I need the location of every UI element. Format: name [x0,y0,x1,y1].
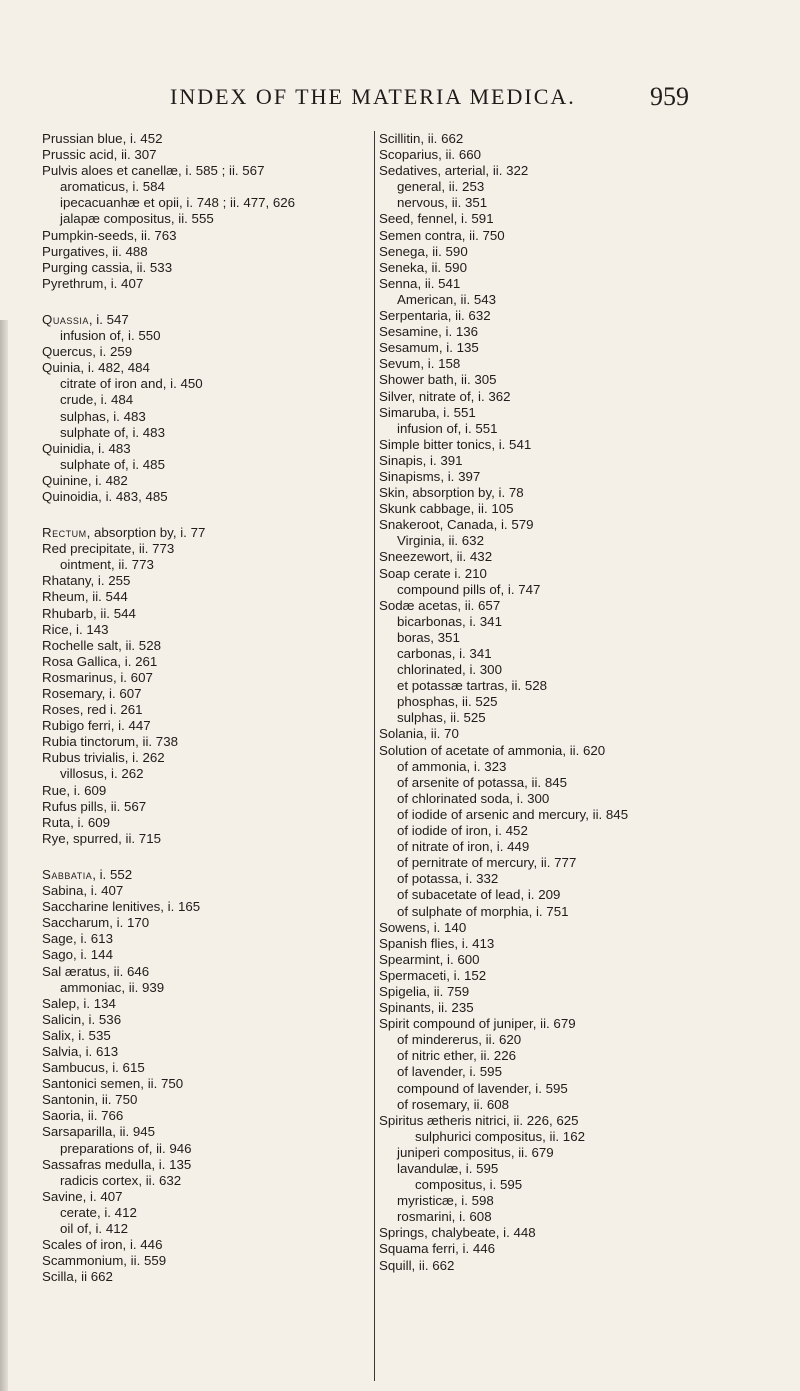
index-entry: Shower bath, ii. 305 [379,372,497,388]
index-entry: Skin, absorption by, i. 78 [379,485,524,501]
index-entry: Sassafras medulla, i. 135 [42,1156,192,1172]
index-entry: Rosemary, i. 607 [42,686,142,701]
section-gap [42,505,372,525]
index-subentry: compositus, i. 595 [415,1177,523,1193]
index-entry: Rubigo ferri, i. 447 [42,718,151,734]
index-subentry: general, ii. 253 [397,179,485,195]
index-entry: Spanish flies, i. 413 [379,935,495,951]
index-entry: Rubia tinctorum, ii. 738 [42,734,178,750]
index-subentry: radicis cortex, ii. 632 [60,1172,182,1188]
index-entry: Pyrethrum, i. 407 [42,275,144,291]
index-entry: Salicin, i. 536 [42,1011,122,1027]
index-subentry: of iodide of iron, i. 452 [397,823,528,839]
index-entry: Squama ferri, i. 446 [379,1241,496,1257]
index-subentry: of lavender, i. 595 [397,1064,502,1080]
index-entry: Santonici semen, ii. 750 [42,1076,184,1092]
index-entry: Silver, nitrate of, i. 362 [379,388,511,404]
index-subentry: of pernitrate of mercury, ii. 777 [397,855,577,871]
index-subentry: Virginia, ii. 632 [397,533,484,549]
index-entry: Spigelia, ii. 759 [379,983,470,999]
index-subentry: rosmarini, i. 608 [397,1209,492,1225]
page-header [0,82,800,114]
index-entry: Rubus trivialis, i. 262 [42,750,165,766]
index-subentry: nervous, ii. 351 [397,195,488,211]
index-entry: Rye, spurred, ii. 715 [42,830,161,846]
index-entry: Pumpkin-seeds, ii. 763 [42,227,177,243]
index-entry: Sambucus, i. 615 [42,1060,145,1076]
index-entry: Rhatany, i. 255 [42,573,131,589]
index-subentry: juniperi compositus, ii. 679 [397,1144,554,1160]
index-subentry: of ammonia, i. 323 [397,758,507,774]
index-subentry: ipecacuanhæ et opii, i. 748 ; ii. 477, 626 [60,195,296,211]
index-entry: Spinants, ii. 235 [379,1000,474,1016]
index-entry: Quercus, i. 259 [42,344,133,360]
index-entry: Prussic acid, ii. 307 [42,147,157,163]
page-number: 959 [650,82,689,111]
index-subentry: lavandulæ, i. 595 [397,1161,499,1176]
index-subentry: of iodide of arsenic and mercury, ii. 845 [397,806,629,822]
index-entry: Sesamum, i. 135 [379,340,479,356]
index-subentry: ointment, ii. 773 [60,557,154,573]
index-entry: Simple bitter tonics, i. 541 [379,436,532,452]
index-subentry: ammoniac, ii. 939 [60,979,165,995]
index-subentry: myristicæ, i. 598 [397,1193,494,1209]
index-subentry: preparations of, ii. 946 [60,1140,192,1156]
index-entry: Sago, i. 144 [42,947,113,963]
index-entry: Sesamine, i. 136 [379,324,479,340]
index-entry: Scillitin, ii. 662 [379,131,464,146]
index-entry: Santonin, ii. 750 [42,1092,138,1108]
index-entry: Seed, fennel, i. 591 [379,211,494,227]
index-column-left [42,131,372,1285]
index-entry: Salep, i. 134 [42,995,116,1011]
index-subentry: jalapæ compositus, ii. 555 [60,211,214,227]
index-entry: Squill, ii. 662 [379,1257,455,1273]
index-subentry: sulphate of, i. 485 [60,456,165,472]
index-entry: Salvia, i. 613 [42,1043,119,1059]
index-subentry: bicarbonas, i. 341 [397,613,502,629]
index-entry: Sinapisms, i. 397 [379,468,481,484]
index-subentry: phosphas, ii. 525 [397,694,498,710]
index-entry: Scammonium, ii. 559 [42,1253,167,1269]
section-gap [42,847,372,867]
index-entry: Soap cerate i. 210 [379,565,487,581]
index-subentry: aromaticus, i. 584 [60,179,165,195]
index-entry: Saccharum, i. 170 [42,915,150,931]
index-entry: Purging cassia, ii. 533 [42,259,173,275]
index-entry: Quinoidia, i. 483, 485 [42,488,168,504]
page-binding-edge [0,320,8,1391]
index-entry: Savine, i. 407 [42,1188,123,1204]
index-subentry: crude, i. 484 [60,392,134,408]
index-entry: Quinia, i. 482, 484 [42,360,150,376]
index-subentry: sulphate of, i. 483 [60,424,165,440]
index-entry: Sevum, i. 158 [379,356,461,372]
index-entry: Springs, chalybeate, i. 448 [379,1225,536,1241]
index-entry: Solania, ii. 70 [379,726,459,742]
index-subentry: of nitrate of iron, i. 449 [397,839,530,855]
index-entry: Snakeroot, Canada, i. 579 [379,517,534,533]
index-subentry: et potassæ tartras, ii. 528 [397,678,548,694]
index-entry: Serpentaria, ii. 632 [379,308,491,324]
index-section-head-entry: Rectum, absorption by, i. 77 [42,525,206,541]
index-section-head-entry: Sabbatia, i. 552 [42,866,133,882]
index-entry: Scales of iron, i. 446 [42,1237,163,1253]
index-entry: Spirit compound of juniper, ii. 679 [379,1016,576,1032]
index-subentry: sulphurici compositus, ii. 162 [415,1128,585,1144]
index-entry: Quinine, i. 482 [42,472,128,488]
index-entry: Rochelle salt, ii. 528 [42,637,161,653]
index-entry: Senna, ii. 541 [379,275,461,291]
index-entry: Quinidia, i. 483 [42,440,131,456]
index-subentry: boras, 351 [397,629,460,645]
index-entry: Saoria, ii. 766 [42,1108,124,1124]
index-subentry: of potassa, i. 332 [397,871,499,887]
index-subentry: carbonas, i. 341 [397,646,492,661]
index-entry: Red precipitate, ii. 773 [42,541,175,557]
index-subentry: citrate of iron and, i. 450 [60,376,203,392]
index-entry: Sedatives, arterial, ii. 322 [379,163,529,179]
index-subentry: compound pills of, i. 747 [397,581,541,597]
running-title: INDEX OF THE MATERIA MEDICA. [170,84,576,109]
index-entry: Rosa Gallica, i. 261 [42,653,158,669]
index-entry: Rheum, ii. 544 [42,589,128,605]
index-entry: Sodæ acetas, ii. 657 [379,597,501,613]
index-entry: Prussian blue, i. 452 [42,131,163,146]
index-entry: Senega, ii. 590 [379,243,468,259]
index-entry: Seneka, ii. 590 [379,259,467,275]
index-entry: Rice, i. 143 [42,621,109,637]
index-entry: Rhubarb, ii. 544 [42,605,136,621]
index-subentry: infusion of, i. 551 [397,420,498,436]
index-subentry: of chlorinated soda, i. 300 [397,790,550,806]
section-gap [42,292,372,312]
index-entry: Rufus pills, ii. 567 [42,798,147,814]
index-subentry: oil of, i. 412 [60,1221,129,1236]
index-entry: Purgatives, ii. 488 [42,243,148,259]
index-subentry: sulphas, ii. 525 [397,710,486,726]
index-entry: Semen contra, ii. 750 [379,227,505,243]
index-subentry: sulphas, i. 483 [60,408,146,424]
index-entry: Ruta, i. 609 [42,814,111,830]
index-entry: Solution of acetate of ammonia, ii. 620 [379,742,606,758]
index-entry: Sneezewort, ii. 432 [379,549,493,565]
index-entry: Rosmarinus, i. 607 [42,669,153,685]
index-entry: Sowens, i. 140 [379,919,467,935]
index-subentry: infusion of, i. 550 [60,328,161,344]
index-subentry: compound of lavender, i. 595 [397,1080,568,1096]
index-entry: Rue, i. 609 [42,782,107,798]
index-entry: Sarsaparilla, ii. 945 [42,1124,156,1140]
index-entry: Skunk cabbage, ii. 105 [379,501,514,517]
index-subentry: American, ii. 543 [397,291,497,307]
index-subentry: cerate, i. 412 [60,1204,137,1220]
index-section-head-entry: Quassia, i. 547 [42,311,129,327]
index-column-right [379,131,794,1274]
index-entry: Spearmint, i. 600 [379,951,480,967]
index-subentry: of arsenite of potassa, ii. 845 [397,774,568,790]
index-entry: Spiritus ætheris nitrici, ii. 226, 625 [379,1112,579,1128]
index-subentry: of nitric ether, ii. 226 [397,1048,516,1064]
index-entry: Scilla, ii 662 [42,1269,113,1285]
index-entry: Saccharine lenitives, i. 165 [42,899,201,915]
index-entry: Simaruba, i. 551 [379,404,476,420]
index-subentry: of subacetate of lead, i. 209 [397,887,561,903]
index-entry: Roses, red i. 261 [42,702,143,718]
index-entry: Sal æratus, ii. 646 [42,963,150,979]
index-entry: Pulvis aloes et canellæ, i. 585 ; ii. 567 [42,163,265,179]
index-entry: Spermaceti, i. 152 [379,967,487,983]
index-entry: Sage, i. 613 [42,931,113,947]
index-subentry: of rosemary, ii. 608 [397,1096,510,1112]
index-subentry: of sulphate of morphia, i. 751 [397,903,569,919]
index-entry: Sabina, i. 407 [42,883,124,899]
index-subentry: chlorinated, i. 300 [397,662,502,678]
index-entry: Salix, i. 535 [42,1027,111,1043]
index-entry: Sinapis, i. 391 [379,452,463,468]
index-subentry: villosus, i. 262 [60,766,144,782]
index-entry: Scoparius, ii. 660 [379,147,481,163]
index-subentry: of mindererus, ii. 620 [397,1032,522,1048]
